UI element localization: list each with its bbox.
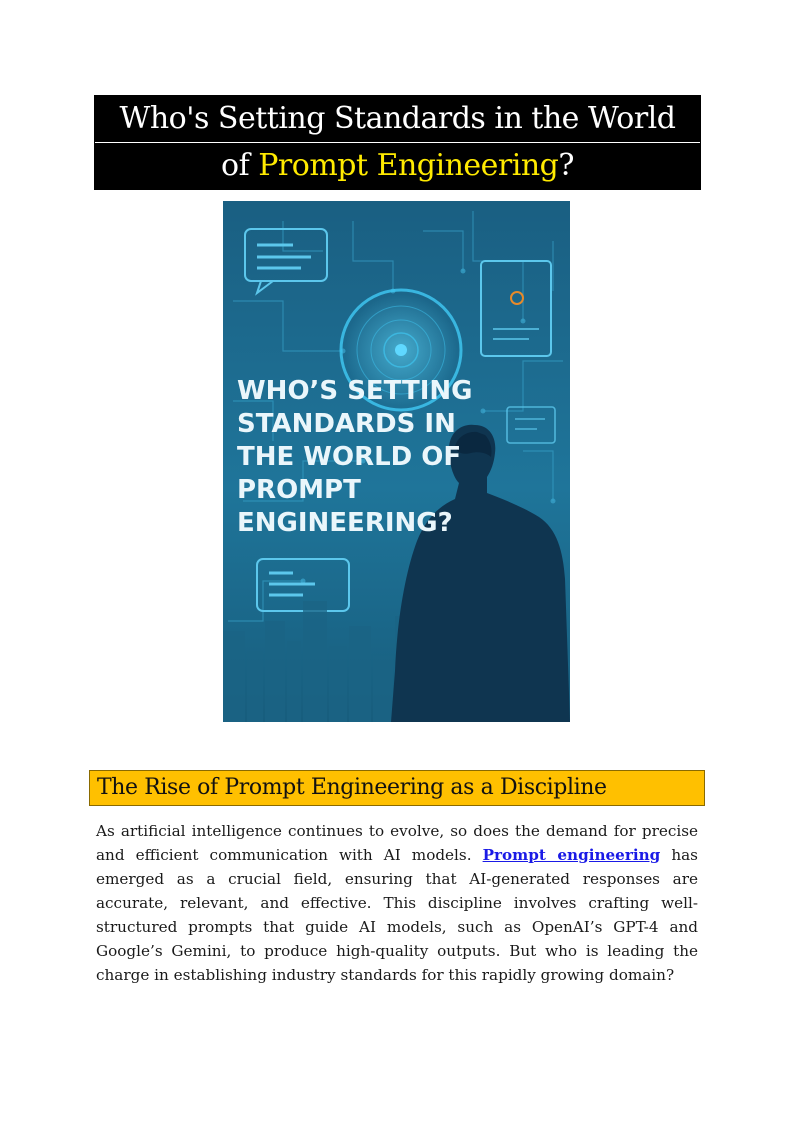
paragraph-text-before-link: As artificial intelligence continues to evolve, so does the demand for precise and efficient communication with AI models. [96, 822, 698, 864]
cover-headline-line-2: STANDARDS IN [237, 409, 456, 439]
prompt-engineering-link[interactable]: Prompt engineering [482, 846, 661, 864]
body-paragraph [96, 819, 698, 987]
cover-headline-line-1: WHO’S SETTING [237, 376, 473, 406]
cover-headline [237, 376, 473, 538]
cover-headline-line-4: PROMPT [237, 475, 361, 505]
cover-headline-line-5: ENGINEERING? [237, 508, 453, 538]
section-heading: The Rise of Prompt Engineering as a Discipline [89, 770, 705, 806]
page-title [94, 95, 701, 190]
paragraph-text-after-link: has emerged as a crucial field, ensuring that AI-generated responses are accurate, relevant, and effective. This discipline involves crafting well-structured prompts that guide AI models, such as OpenAI’s GPT-4 and Google’s Gemini, to produce high-quality outputs. But who is leading the charge in establishing industry standards for this rapidly growing domain? [96, 846, 698, 984]
page-title-line-1: Who's Setting Standards in the World [95, 96, 700, 142]
title-suffix: ? [558, 148, 574, 183]
cover-headline-line-3: THE WORLD OF [237, 442, 462, 472]
title-highlight: Prompt Engineering [258, 148, 559, 183]
page-title-line-2 [95, 142, 700, 189]
cover-image [223, 201, 570, 722]
title-prefix: of [221, 148, 259, 183]
